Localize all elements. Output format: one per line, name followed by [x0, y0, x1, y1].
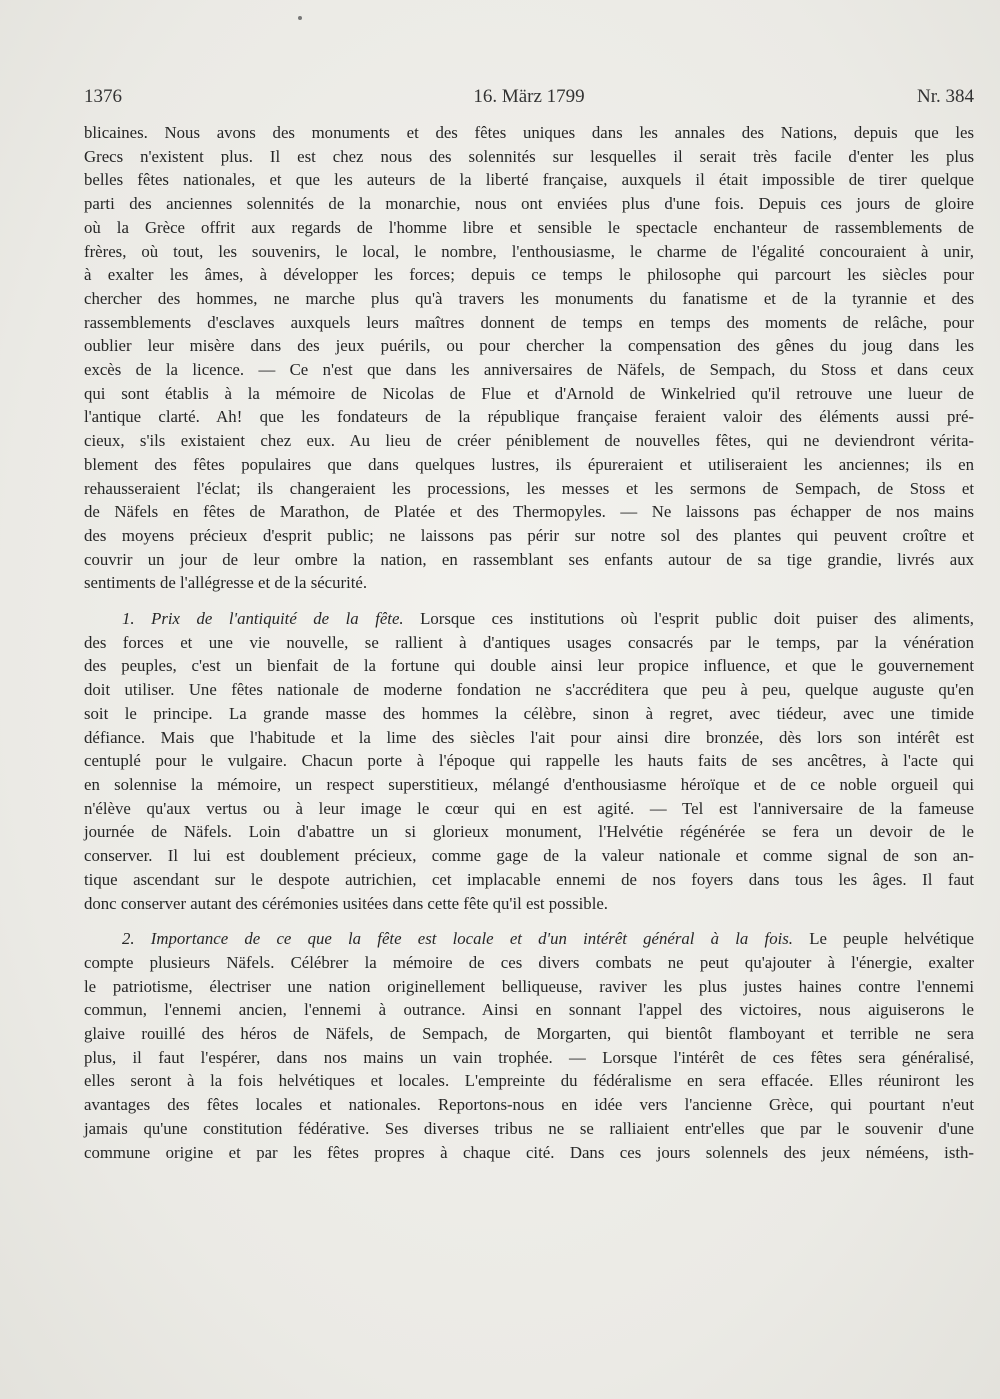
text-line: des forces et une vie nouvelle, se rallient à d'antiques usages consacrés par le temps, par la vénération [84, 632, 974, 652]
text-line: glaive rouillé des héros de Näfels, de Sempach, de Morgarten, qui bientôt flamboyant et terrible ne sera [84, 1024, 974, 1044]
text-line: journée de Näfels. Loin d'abattre un si glorieux monument, l'Helvétie régénérée se fera un devoir de le [84, 822, 974, 842]
paragraph-gap [84, 595, 974, 607]
text-line: Grecs n'existent plus. Il est chez nous des solennités sur lesquelles il serait très facile d'enter les plus [84, 146, 974, 166]
text-line: soit le principe. La grande masse des hommes la célèbre, sinon à regret, avec tiédeur, avec une timide [84, 703, 974, 723]
text-line: jamais qu'une constitution fédérative. Ses diverses tribus ne se ralliaient entr'elles que par le souvenir d'une [84, 1118, 974, 1138]
text-line: compte plusieurs Näfels. Célébrer la mémoire de ces divers combats ne peut qu'ajouter à l'énergie, exalter [84, 952, 974, 972]
text-line: défiance. Mais que l'habitude et la lime des siècles l'ait pour ainsi dire bronzée, dès lors son intérêt est [84, 727, 974, 747]
text-line: tique ascendant sur le despote autrichien, cet implacable ennemi de nos foyers dans tous les âges. Il faut [84, 869, 974, 889]
text-line: conserver. Il lui est doublement précieux, comme gage de la valeur nationale et comme signal de son an- [84, 846, 974, 866]
page-header [84, 86, 974, 112]
text-line: oublier leur misère dans des jeux puérils, ou pour chercher la compensation des gênes du joug dans les [84, 336, 974, 356]
text-line: elles seront à la fois helvétiques et locales. L'empreinte du fédéralisme en sera effacée. Elles réuniront les [84, 1071, 974, 1091]
paragraph-3 [84, 927, 974, 1164]
body-text [84, 121, 974, 1164]
text-line: des moyens précieux d'esprit public; ne laissons pas périr sur notre sol des plantes qui peuvent croître et [84, 525, 974, 545]
text-line: doit utiliser. Une fêtes nationale de moderne fondation ne s'accréditera que peu à peu, quelque auguste qu'en [84, 680, 974, 700]
text-line: qui sont établis à la mémoire de Nicolas de Flue et d'Arnold de Winkelried qu'il retrouve une lueur de [84, 383, 974, 403]
text-line: couvrir un jour de leur ombre la nation, en rassemblant ses enfants autour de sa tige grandie, livrés aux [84, 549, 974, 569]
text-line: belles fêtes nationales, et que les auteurs de la liberté française, auxquels il était impossible de tirer quelque [84, 170, 974, 190]
text-line: chercher des hommes, ne marche plus qu'à travers les monuments du fanatisme et de la tyrannie et des [84, 288, 974, 308]
heading-continuation: Lorsque ces institutions où l'esprit public doit puiser des aliments, [420, 609, 974, 629]
text-line: rehausseraient l'éclat; ils changeraient les processions, les messes et les sermons de Sempach, de Stoss et [84, 478, 974, 498]
text-line: frères, où tout, les souvenirs, le local, le nombre, l'enthousiasme, le charme de l'égalité concouraient à unir, [84, 241, 974, 261]
text-line: l'antique clarté. Ah! que les fondateurs de la république française feraient valoir des éléments aussi pré- [84, 407, 974, 427]
header-date: 16. März 1799 [473, 86, 585, 107]
text-line: rassemblements d'esclaves auxquels leurs maîtres donnent de temps en temps des moments de relâche, pour [84, 312, 974, 332]
text-line: parti des anciennes solennités de la monarchie, nous ont enviées plus d'une fois. Depuis ces jours de gloire [84, 194, 974, 214]
text-line: excès de la licence. — Ce n'est que dans les anniversaires de Näfels, de Sempach, du Stoss et dans ceux [84, 360, 974, 380]
paper-speck [298, 16, 302, 20]
section-heading-1: 1. Prix de l'antiquité de la fête. [122, 609, 404, 629]
text-line: donc conserver autant des cérémonies usitées dans cette fête qu'il est possible. [84, 893, 608, 913]
text-line: commune origine et par les fêtes propres à chaque cité. Dans ces jours solennels des jeux néméens, isth- [84, 1142, 974, 1162]
text-line: sentiments de l'allégresse et de la sécurité. [84, 573, 368, 593]
paragraph-gap [84, 915, 974, 927]
page-number: 1376 [84, 86, 122, 107]
text-line: de Näfels en fêtes de Marathon, de Platée et des Thermopyles. — Ne laissons pas échapper de nos mains [84, 502, 974, 522]
document-number: Nr. 384 [917, 86, 974, 107]
paragraph-1 [84, 121, 974, 595]
text-line: plus, il faut l'espérer, dans nos mains un vain trophée. — Lorsque l'intérêt de ces fêtes sera généralisé, [84, 1047, 974, 1067]
text-line: le patriotisme, électriser une nation originellement belliqueuse, raviver les plus justes haines contre l'ennemi [84, 976, 974, 996]
text-line: cieux, s'ils existaient chez eux. Au lieu de créer péniblement de nouvelles fêtes, qui ne deviendront vérita- [84, 431, 974, 451]
heading-continuation: Le peuple helvétique [809, 929, 975, 949]
text-line: blement des fêtes populaires que dans quelques lustres, ils épureraient et utiliseraient les anciennes; ils en [84, 454, 974, 474]
text-line: blicaines. Nous avons des monuments et des fêtes uniques dans les annales des Nations, depuis que les [84, 123, 974, 142]
text-line [84, 927, 974, 951]
text-line: à exalter les âmes, à développer les forces; depuis ce temps le philosophe qui parcourt les siècles pour [84, 265, 974, 285]
paragraph-2 [84, 607, 974, 915]
text-line: commun, l'ennemi ancien, l'ennemi à outrance. Ainsi en sonnant l'appel des victoires, nous aiguiserons le [84, 1000, 974, 1020]
text-line: n'élève qu'aux vertus ou à leur image le cœur qui en est agité. — Tel est l'anniversaire de la fameuse [84, 798, 974, 818]
text-line [84, 607, 974, 631]
text-line: centuplé pour le vulgaire. Chacun porte à l'époque qui rappelle les hauts faits de ses ancêtres, à l'acte qui [84, 751, 974, 771]
text-line: avantages des fêtes locales et nationales. Reportons-nous en idée vers l'ancienne Grèce, qui pourtant n'eut [84, 1095, 974, 1115]
text-line: où la Grèce offrit aux regards de l'homme libre et sensible le spectacle enchanteur de rassemblements de [84, 217, 974, 237]
text-line: en solennise la mémoire, un respect superstitieux, mélangé d'enthousiasme héroïque et de ce noble orgueil qui [84, 774, 974, 794]
text-line: des peuples, c'est un bienfait de la fortune qui double ainsi leur propice influence, et que le gouvernement [84, 656, 974, 676]
section-heading-2: 2. Importance de ce que la fête est locale et d'un intérêt général à la fois. [122, 929, 793, 949]
